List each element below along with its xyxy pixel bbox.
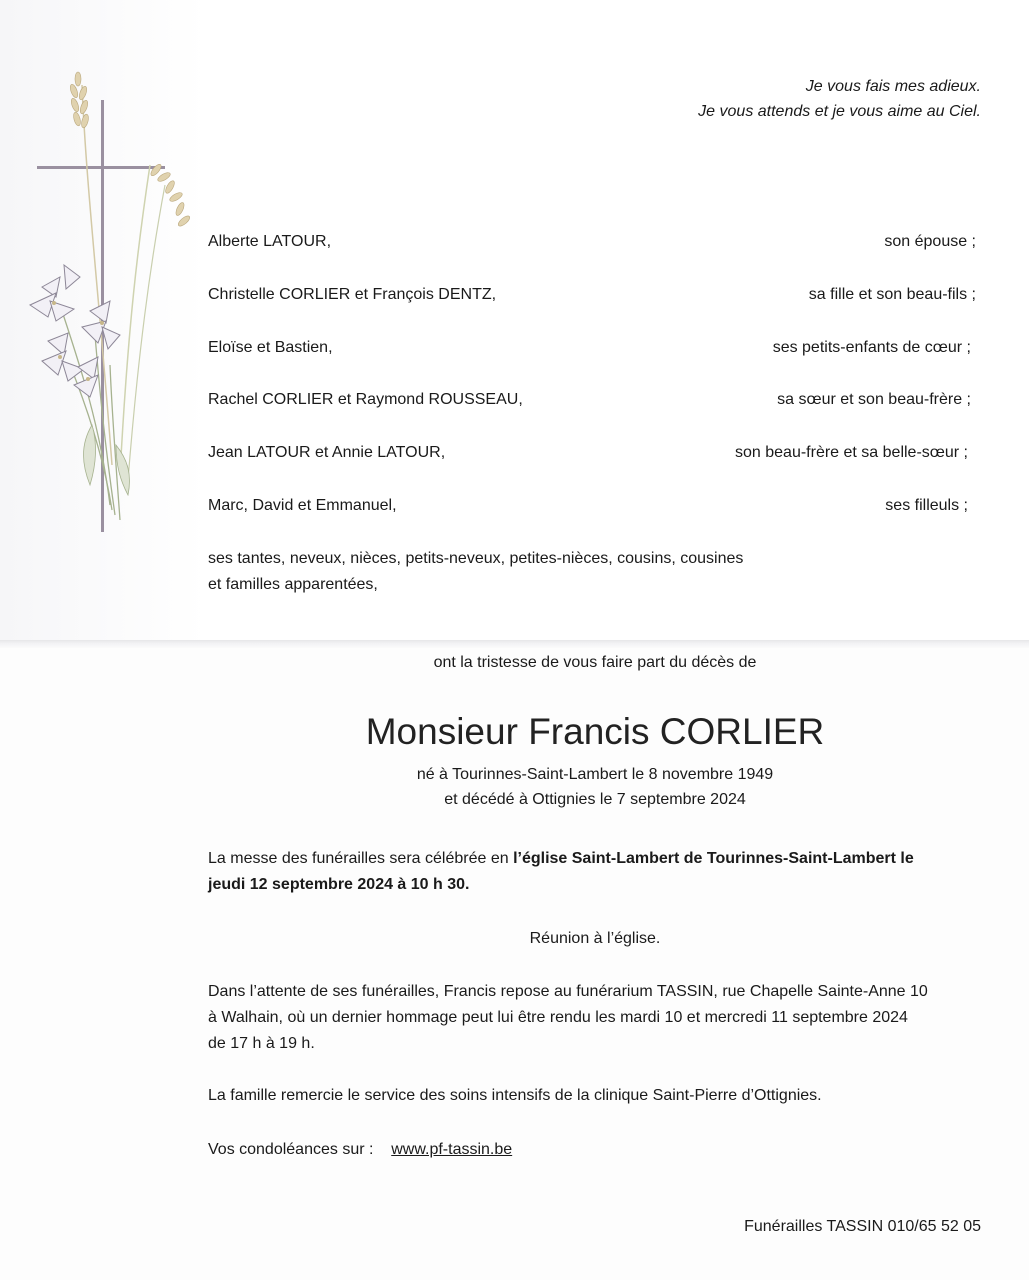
family-row	[208, 336, 976, 360]
family-row	[208, 388, 976, 412]
condolences-link[interactable]: www.pf-tassin.be	[391, 1141, 513, 1158]
family-relation: sa sœur et son beau-frère ;	[777, 391, 971, 408]
family-name: Rachel CORLIER et Raymond ROUSSEAU,	[208, 391, 523, 408]
mass-datetime: jeudi 12 septembre 2024 à 10 h 30.	[208, 876, 470, 893]
thanks-text: La famille remercie le service des soins intensifs de la clinique Saint-Pierre d’Ottignies.	[208, 1087, 822, 1104]
family-relation: ses petits-enfants de cœur ;	[772, 339, 971, 356]
farewell-quote	[698, 74, 981, 124]
birth-info: né à Tourinnes-Saint-Lambert le 8 novembre 1949	[416, 766, 774, 783]
mass-location: l’église Saint-Lambert de Tourinnes-Saint-Lambert le	[513, 850, 914, 867]
family-relation: son épouse ;	[884, 233, 976, 250]
family-name: Eloïse et Bastien,	[208, 339, 333, 356]
announcement-text: ont la tristesse de vous faire part du décès de	[433, 654, 757, 671]
deceased-name: Monsieur Francis CORLIER	[365, 711, 825, 752]
extended-family	[208, 546, 848, 598]
family-row	[208, 283, 976, 307]
family-name: Alberte LATOUR,	[208, 233, 332, 250]
quote-line-2: Je vous attends et je vous aime au Ciel.	[698, 103, 981, 120]
family-row	[208, 230, 976, 254]
cross-with-wheat-and-lilies-icon	[20, 65, 210, 545]
gathering-info: Réunion à l’église.	[529, 930, 661, 947]
death-info: et décédé à Ottignies le 7 septembre 2024	[444, 791, 746, 808]
condolences-line	[208, 1137, 978, 1163]
family-row	[208, 494, 976, 518]
family-relation: sa fille et son beau-fils ;	[808, 286, 976, 303]
quote-line-1: Je vous fais mes adieux.	[805, 78, 981, 95]
extended-family-line-1: ses tantes, neveux, nièces, petits-neveux, petites-nièces, cousins, cousines	[208, 550, 744, 567]
family-relation: son beau-frère et sa belle-sœur ;	[735, 444, 968, 461]
mass-intro: La messe des funérailles sera célébrée en	[208, 850, 514, 867]
funeral-mass-info	[208, 846, 978, 898]
condolences-label: Vos condoléances sur :	[208, 1141, 374, 1158]
family-name: Marc, David et Emmanuel,	[208, 497, 397, 514]
funerarium-info	[208, 979, 978, 1057]
family-row	[208, 441, 976, 465]
funerarium-line-1: Dans l’attente de ses funérailles, Francis repose au funérarium TASSIN, rue Chapelle Sainte-Anne 10	[208, 983, 928, 1000]
family-name: Jean LATOUR et Annie LATOUR,	[208, 444, 446, 461]
funerarium-line-2: à Walhain, où un dernier hommage peut lui être rendu les mardi 10 et mercredi 11 septembre 2024	[208, 1009, 908, 1026]
funeral-home-contact: Funérailles TASSIN 010/65 52 05	[744, 1218, 981, 1235]
extended-family-line-2: et familles apparentées,	[208, 576, 378, 593]
funerarium-line-3: de 17 h à 19 h.	[208, 1035, 315, 1052]
family-name: Christelle CORLIER et François DENTZ,	[208, 286, 497, 303]
family-relation: ses filleuls ;	[885, 497, 968, 514]
card-fold	[0, 640, 1029, 648]
